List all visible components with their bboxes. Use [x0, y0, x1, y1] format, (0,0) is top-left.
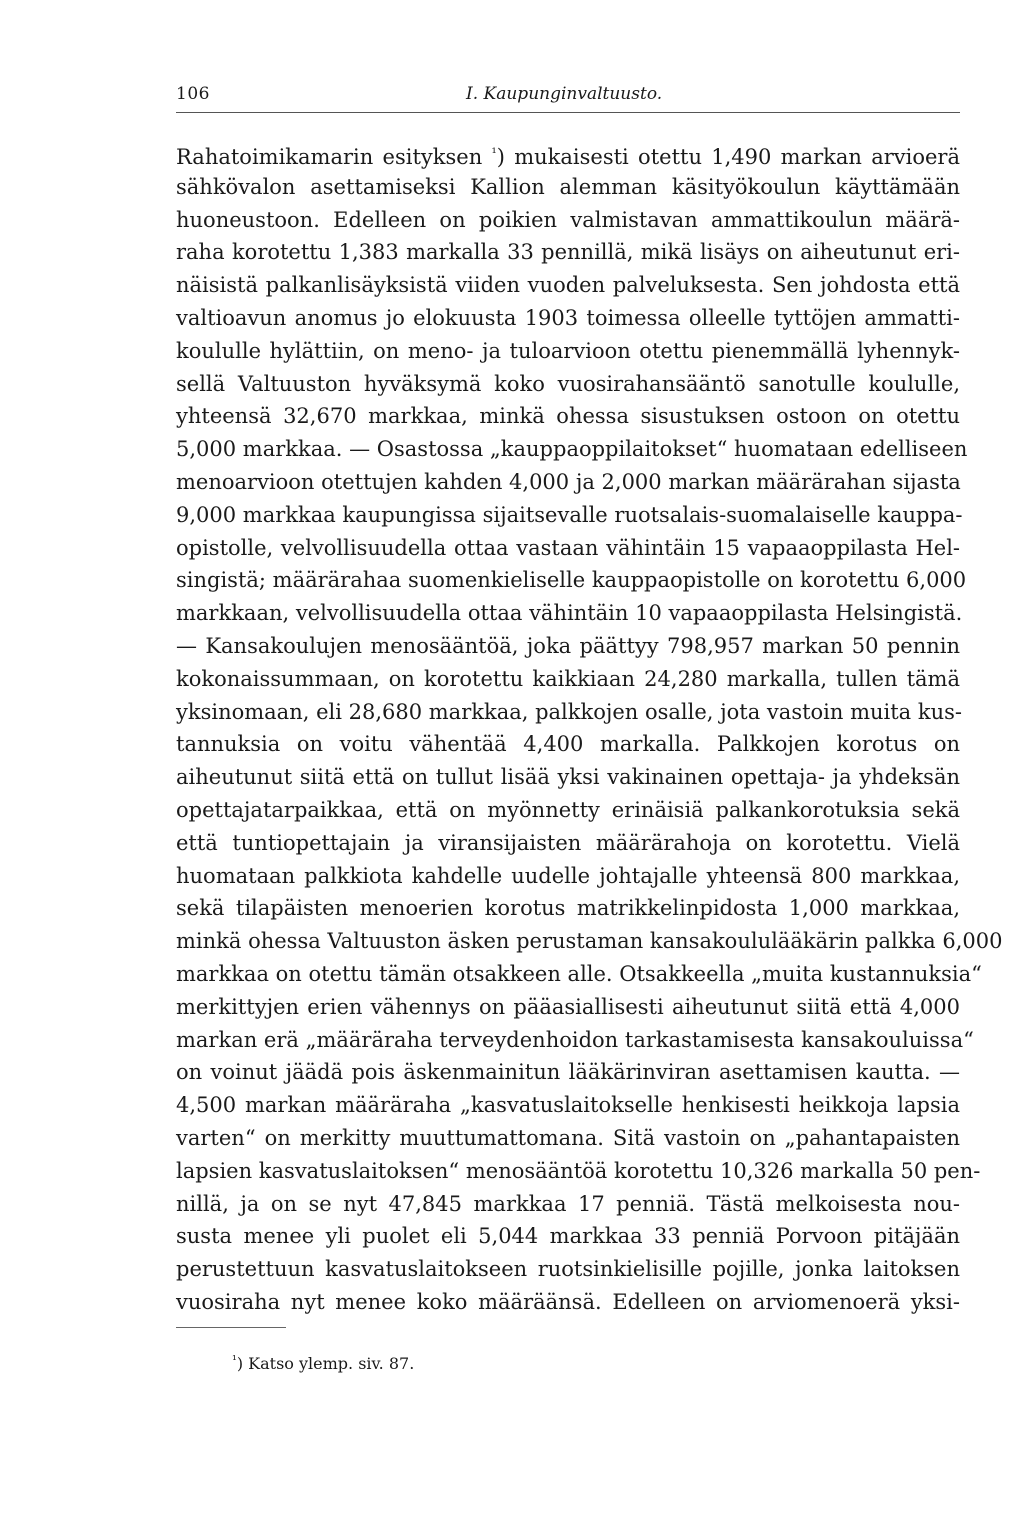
footnote-mark: ¹	[232, 1353, 237, 1367]
text-line	[176, 302, 960, 335]
text-line	[176, 1286, 960, 1319]
text-segment: opistolle, velvollisuudella ottaa vastaan vähintäin 15 vapaaoppilasta Hel-	[176, 535, 960, 560]
text-segment: nillä, ja on se nyt 47,845 markkaa 17 penniä. Tästä melkoisesta nou-	[176, 1191, 960, 1216]
text-line	[176, 1056, 960, 1089]
text-line	[176, 400, 960, 433]
text-line	[176, 1089, 960, 1122]
text-segment: Rahatoimikamarin esityksen	[176, 145, 492, 169]
text-line	[176, 1220, 960, 1253]
text-line	[176, 335, 960, 368]
text-segment: aiheutunut siitä että on tullut lisää yksi vakinainen opettaja- ja yhdeksän	[176, 765, 960, 790]
text-line	[176, 794, 960, 827]
text-segment: vuosiraha nyt menee koko määräänsä. Edelleen on arviomenoerä yksi-	[176, 1289, 960, 1314]
text-segment: koululle hylättiin, on meno- ja tuloarvioon otettu pienemmällä lyhennyk-	[176, 338, 960, 363]
footnote	[232, 1350, 414, 1374]
text-line	[176, 269, 960, 302]
text-line	[176, 564, 967, 597]
text-line	[176, 499, 963, 532]
text-line	[176, 466, 960, 499]
text-segment: yksinomaan, eli 28,680 markkaa, palkkojen osalle, jota vastoin muita kus-	[176, 699, 963, 724]
text-line	[176, 958, 982, 991]
text-line	[176, 1253, 960, 1286]
text-segment: markkaa on otettu tämän otsakkeen alle. Otsakkeella „muita kustannuksia“	[176, 961, 982, 986]
text-line	[176, 663, 960, 696]
text-segment: perustettuun kasvatuslaitokseen ruotsinkielisille pojille, jonka laitoksen	[176, 1257, 960, 1282]
text-segment: että tuntiopettajain ja viransijaisten määrärahoja on korotettu. Vielä	[176, 830, 960, 855]
text-segment: 4,500 markan määräraha „kasvatuslaitokselle henkisesti heikkoja lapsia	[176, 1093, 960, 1118]
text-line	[176, 925, 1003, 958]
text-segment: lapsien kasvatuslaitoksen“ menosääntöä korotettu 10,326 markalla 50 pen-	[176, 1158, 981, 1183]
text-segment: kokonaissummaan, on korotettu kaikkiaan 24,280 markalla, tullen tämä	[176, 666, 960, 691]
text-segment: varten“ on merkitty muuttumattomana. Sitä vastoin on „pahantapaisten	[176, 1125, 960, 1150]
text-line	[176, 236, 960, 269]
text-segment: yhteensä 32,670 markkaa, minkä ohessa sisustuksen ostoon on otettu	[176, 404, 960, 429]
text-segment: huoneustoon. Edelleen on poikien valmistavan ammattikoulun määrä-	[176, 207, 960, 232]
text-line	[176, 204, 960, 237]
text-segment: 5,000 markkaa. — Osastossa „kauppaoppilaitokset“ huomataan edelliseen	[176, 437, 968, 462]
footnote-reference: ¹	[491, 146, 497, 161]
text-line	[176, 1188, 960, 1221]
text-line	[176, 433, 968, 466]
text-line	[176, 597, 963, 630]
text-line	[176, 761, 960, 794]
text-segment: susta menee yli puolet eli 5,044 markkaa 33 penniä Porvoon pitäjään	[176, 1224, 960, 1249]
text-line	[176, 860, 960, 893]
text-segment: 9,000 markkaa kaupungissa sijaitsevalle ruotsalais-suomalaiselle kauppa-	[176, 502, 963, 527]
text-line	[176, 171, 960, 204]
text-segment: menoarvioon otettujen kahden 4,000 ja 2,000 markan määrärahan sijasta	[176, 469, 961, 494]
text-segment: markan erä „määräraha terveydenhoidon tarkastamisesta kansakouluissa“	[176, 1027, 974, 1052]
text-segment: raha korotettu 1,383 markalla 33 pennillä, mikä lisäys on aiheutunut eri-	[176, 240, 960, 265]
running-head: I. Kaupunginvaltuusto.	[466, 84, 663, 104]
text-line	[176, 1122, 960, 1155]
page-header	[176, 84, 960, 113]
text-segment: huomataan palkkiota kahdelle uudelle johtajalle yhteensä 800 markkaa,	[176, 863, 960, 888]
text-segment: singistä; määrärahaa suomenkieliselle kauppaopistolle on korotettu 6,000	[176, 568, 967, 593]
text-segment: markkaan, velvollisuudella ottaa vähintäin 10 vapaaoppilasta Helsingistä.	[176, 601, 963, 626]
text-segment: sekä tilapäisten menoerien korotus matrikkelinpidosta 1,000 markkaa,	[176, 896, 960, 921]
text-segment: ) mukaisesti otettu 1,490 markan arvioerä	[496, 145, 960, 169]
text-line	[176, 728, 960, 761]
page-number: 106	[176, 84, 210, 104]
text-segment: opettajatarpaikkaa, että on myönnetty erinäisiä palkankorotuksia sekä	[176, 797, 960, 822]
text-line	[176, 827, 960, 860]
text-line	[176, 892, 960, 925]
text-line	[176, 1155, 981, 1188]
text-segment: sähkövalon asettamiseksi Kallion alemman käsityökoulun käyttämään	[176, 174, 960, 199]
text-line	[176, 532, 960, 565]
text-line	[176, 1024, 974, 1057]
text-line	[176, 991, 960, 1024]
text-segment: minkä ohessa Valtuuston äsken perustaman kansakoululääkärin palkka 6,000	[176, 929, 1003, 954]
text-line	[176, 138, 960, 171]
text-line	[176, 630, 960, 663]
text-line	[176, 696, 963, 729]
body-text	[176, 138, 1003, 1319]
text-segment: merkittyjen erien vähennys on pääasiallisesti aiheutunut siitä että 4,000	[176, 994, 960, 1019]
text-segment: sellä Valtuuston hyväksymä koko vuosirahansääntö sanotulle koululle,	[176, 371, 960, 396]
text-line	[176, 368, 960, 401]
text-segment: näisistä palkanlisäyksistä viiden vuoden palveluksesta. Sen johdosta että	[176, 273, 960, 298]
text-segment: — Kansakoulujen menosääntöä, joka päättyy 798,957 markan 50 pennin	[176, 633, 960, 658]
text-segment: valtioavun anomus jo elokuusta 1903 toimessa olleelle tyttöjen ammatti-	[176, 305, 960, 330]
footnote-separator	[176, 1327, 286, 1328]
text-segment: on voinut jäädä pois äskenmainitun lääkärinviran asettamisen kautta. —	[176, 1060, 960, 1085]
text-segment: tannuksia on voitu vähentää 4,400 markalla. Palkkojen korotus on	[176, 732, 960, 757]
footnote-text: ) Katso ylemp. siv. 87.	[236, 1354, 415, 1373]
